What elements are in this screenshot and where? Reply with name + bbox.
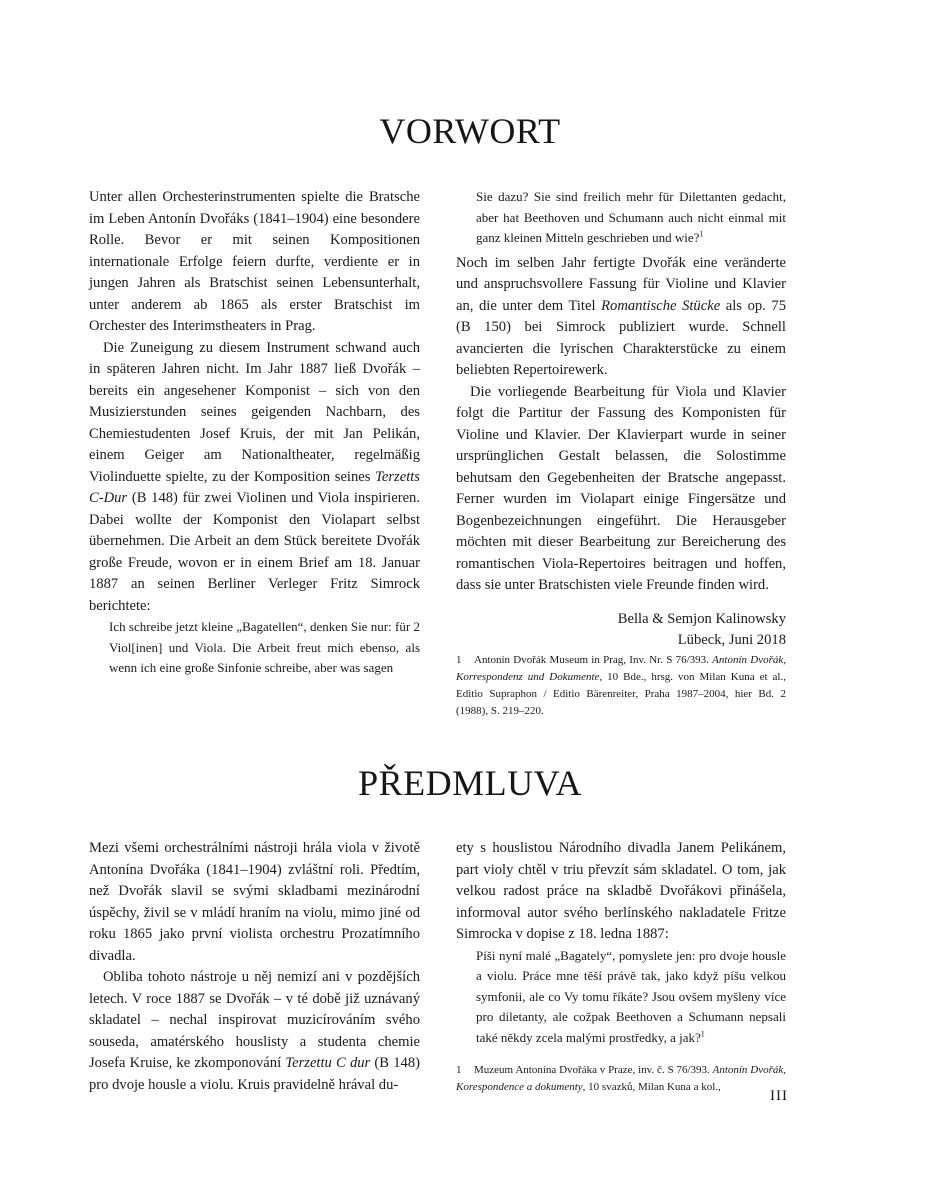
predmluva-work-title: Terzettu C dur [285, 1055, 371, 1071]
footnote-marker: 1 [700, 1029, 705, 1039]
predmluva-letter-quote: Píši nyní malé „Bagately“, pomyslete jen: pro dvoje housle a violu. Práce mne těší právě tak, jako když píšu velkou symfonii, ale co Vy tomu říkáte? Jsou ovšem myšleny více pro diletanty, ale cožpak Beethoven a Schumann nepsali také někdy zcela malými prostředky, a jak?$^1$ [476, 947, 786, 1045]
predmluva-paragraph-2-continued: ety s houslistou Národního divadla Janem Pelikánem, part violy chtěl v triu převzít sám skladatel. O tom, jak velkou radost práce na skladbě Dvořákovi přinášela, informoval autor svého berlínského nakladatele Fritze Simrocka v dopise z 18. ledna 1887: [456, 840, 786, 942]
signature-place-date: Lübeck, Juni 2018 [677, 632, 786, 648]
predmluva-paragraph-2: Obliba tohoto nástroje u něj nemizí ani v pozdějších letech. V roce 1887 se Dvořák – v té době již uznávaný skladatel – nechal inspirovat muzicírováním svého souseda, amatérského houslisty a studenta chemie Josefa Kruise, ke zkomponování Terzettu C dur (B 148) pro dvoje housle a violu. Kruis pravidelně hrával du- [89, 969, 420, 1093]
vorwort-paragraph-3: Noch im selben Jahr fertigte Dvořák eine veränderte und anspruchsvollere Fassung für Violine und Klavier an, die unter dem Titel Romantische Stücke als op. 75 (B 150) bei Simrock publiziert wurde. Schnell avancierten die lyrischen Charakterstücke zu einem beliebten Repertoirewerk. [456, 254, 786, 378]
vorwort-paragraph-1: Unter allen Orchesterinstrumenten spielte die Bratsche im Leben Antonín Dvořáks (1841–1904) eine besondere Rolle. Bevor er mit seinen Kompositionen internationale Erfolge feiern durfte, verdiente er in jungen Jahren als Bratschist seinen Lebensunterhalt, unter anderem ab 1865 als erster Bratschist im Orchester des Interimstheaters in Prag. [89, 189, 420, 334]
predmluva-right-column [456, 838, 786, 1096]
footnote-marker: 1 [699, 229, 704, 239]
vorwort-paragraph-4: Die vorliegende Bearbeitung für Viola und Klavier folgt die Partitur der Fassung des Komponisten für Violine und Klavier. Der Klavierpart wurde in seiner ursprünglichen Gestalt belassen, die Solostimme behutsam den Gegebenheiten der Bratsche angepasst. Ferner wurden im Violapart einige Fingersätze und Bogenbezeichnungen eingeführt. Die Herausgeber möchten mit dieser Bearbeitung zur Bereicherung des romantischen Viola-Repertoires beitragen und hoffen, dass sie unter Bratschisten viele Freunde finden wird. [456, 383, 786, 593]
vorwort-letter-quote: Ich schreibe jetzt kleine „Bagatellen“, denken Sie nur: für 2 Viol[inen] und Viola. Die Arbeit freut mich ebenso, als wenn ich eine große Sinfonie schreibe, aber was sagen [109, 619, 420, 675]
vorwort-letter-quote-continued: Sie dazu? Sie sind freilich mehr für Dilettanten gedacht, aber hat Beethoven und Schumann auch nicht einmal mit ganz kleinen Mitteln geschrieben und wie?$^1$ [476, 189, 786, 245]
page-number: III [770, 1088, 788, 1104]
predmluva-footnote: 1 Muzeum Antonína Dvořáka v Praze, inv. č. S 76/393. Antonín Dvořák, Korespondence a dokumenty, 10 svazků, Milan Kuna a kol., [456, 1064, 786, 1093]
vorwort-left-column [89, 187, 420, 679]
vorwort-work-title-2: Romantische Stücke [601, 297, 721, 314]
predmluva-paragraph-1: Mezi všemi orchestrálními nástroji hrála viola v životě Antonína Dvořáka (1841–1904) zvláštní roli. Předtím, než Dvořák slavil se svými skladbami mezinárodní úspěchy, živil se v mládí hraním na violu, mimo jiné od roku 1865 jako první violista orchestru Prozatímního divadla. [89, 840, 420, 964]
signature-names: Bella & Semjon Kalinowsky [617, 610, 786, 627]
predmluva-left-column [89, 838, 420, 1096]
vorwort-title: VORWORT [379, 111, 561, 151]
vorwort-paragraph-2: Die Zuneigung zu diesem Instrument schwand auch in späteren Jahren nicht. Im Jahr 1887 ließ Dvořák – bereits ein angesehener Komponist – sich von den Musizierstunden seines geigenden Nachbarn, des Chemiestudenten Josef Kruis, der mit Jan Pelikán, einem Geiger am Nationaltheater, regelmäßig Violinduette spielte, zu der Komposition seines Terzetts C-Dur (B 148) für zwei Violinen und Viola inspirieren. Dabei wollte der Komponist den Violapart selbst übernehmen. Die Arbeit an dem Stück bereitete Dvořák große Freude, wovon er in einem Brief am 18. Januar 1887 an seinen Berliner Verleger Fritz Simrock berichtete: [89, 339, 420, 614]
vorwort-footnote: 1 Antonín Dvořák Museum in Prag, Inv. Nr. S 76/393. Antonín Dvořák, Korrespondenz und Dokumente, 10 Bde., hrsg. von Milan Kuna et al., Editio Supraphon / Editio Bärenreiter, Praha 1987–2004, hier Bd. 2 (1988), S. 219–220. [456, 653, 786, 717]
vorwort-right-column [456, 187, 786, 720]
vorwort-work-title: Terzetts C-Dur [89, 468, 420, 506]
vorwort-signature [456, 609, 786, 652]
predmluva-title: PŘEDMLUVA [358, 763, 582, 803]
